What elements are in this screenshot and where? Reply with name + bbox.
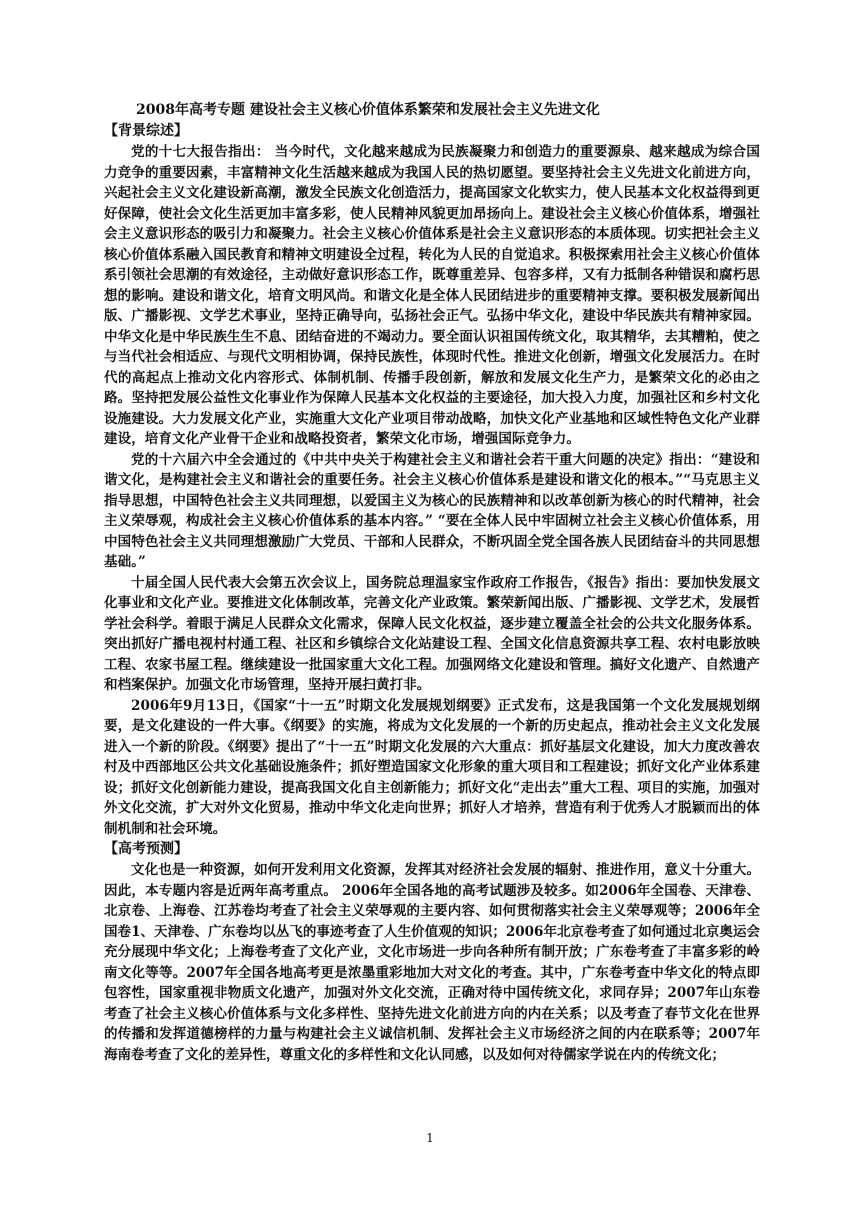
paragraph-background-3: 十届全国人民代表大会第五次会议上，国务院总理温家宝作政府工作报告，《报告》指出：要加快发展文化事业和文化产业。要推进文化体制改革，完善文化产业政策。繁荣新闻出版、广播影视、文学艺术，发展哲学社会科学。着眼于满足人民群众文化需求，保障人民文化权益，逐步建立覆盖全社会的公共文化服务体系。突出抓好广播电视村村通工程、社区和乡镇综合文化站建设工程、全国文化信息资源共享工程、农村电影放映工程、农家书屋工程。继续建设一批国家重大文化工程。加强网络文化建设和管理。搞好文化遗产、自然遗产和档案保护。加强文化市场管理，坚持开展扫黄打非。 xyxy=(104,574,760,693)
page-number: 1 xyxy=(426,1131,434,1145)
paragraph-prediction-1: 文化也是一种资源，如何开发利用文化资源，发挥其对经济社会发展的辐射、推进作用，意义十分重大。因此，本专题内容是近两年高考重点。 2006年全国各地的高考试题涉及较多。如2006年全国卷、天津卷、北京卷、上海卷、江苏卷均考查了社会主义荣辱观的主要内容、如何贯彻落实社会主义荣辱观等；2006年全国卷1、天津卷、广东卷均以丛飞的事迹考查了人生价值观的知识；2006年北京卷考查了如何通过北京奥运会充分展现中华文化；上海卷考查了文化产业，文化市场进一步向各种所有制开放；广东卷考查了丰富多彩的岭南文化等等。2007年全国各地高考更是浓墨重彩地加大对文化的考查。其中，广东卷考查中华文化的特点即包容性，国家重视非物质文化遗产，加强对外文化交流，正确对待中国传统文化，求同存异；2007年山东卷考查了社会主义核心价值体系与文化多样性、坚持先进文化前进方向的内在关系；以及考查了春节文化在世界的传播和发挥道德榜样的力量与构建社会主义诚信机制、发挥社会主义市场经济之间的内在联系等；2007年海南卷考查了文化的差异性，尊重文化的多样性和文化认同感，以及如何对待儒家学说在内的传统文化； xyxy=(104,862,760,1063)
document-title: 2008年高考专题 建设社会主义核心价值体系繁荣和发展社会主义先进文化 xyxy=(136,102,600,118)
paragraph-background-4: 2006年9月13日，《国家“十一五”时期文化发展规划纲要》正式发布，这是我国第一个文化发展规划纲要，是文化建设的一件大事。《纲要》的实施，将成为文化发展的一个新的历史起点，推动社会主义文化发展进入一个新的阶段。《纲要》提出了“十一五”时期文化发展的六大重点：抓好基层文化建设，加大力度改善农村及中西部地区公共文化基础设施条件；抓好塑造国家文化形象的重大项目和工程建设；抓好文化产业体系建设；抓好文化创新能力建设，提高我国文化自主创新能力；抓好文化“走出去”重大工程、项目的实施，加强对外文化交流，扩大对外文化贸易，推动中华文化走向世界；抓好人才培养，营造有利于优秀人才脱颖而出的体制机制和社会环境。 xyxy=(104,697,760,837)
document-page xyxy=(104,100,760,1065)
section-heading-prediction: 【高考预测】 xyxy=(104,841,188,857)
section-heading-background: 【背景综述】 xyxy=(104,123,188,139)
paragraph-background-1: 党的十七大报告指出： 当今时代，文化越来越成为民族凝聚力和创造力的重要源泉、越来越成为综合国力竞争的重要因素，丰富精神文化生活越来越成为我国人民的热切愿望。要坚持社会主义先进文化前进方向，兴起社会主义文化建设新高潮，激发全民族文化创造活力，提高国家文化软实力，使人民基本文化权益得到更好保障，使社会文化生活更加丰富多彩，使人民精神风貌更加昂扬向上。建设社会主义核心价值体系，增强社会主义意识形态的吸引力和凝聚力。社会主义核心价值体系是社会主义意识形态的本质体现。切实把社会主义核心价值体系融入国民教育和精神文明建设全过程，转化为人民的自觉追求。积极探索用社会主义核心价值体系引领社会思潮的有效途径，主动做好意识形态工作，既尊重差异、包容多样，又有力抵制各种错误和腐朽思想的影响。建设和谐文化，培育文明风尚。和谐文化是全体人民团结进步的重要精神支撑。要积极发展新闻出版、广播影视、文学艺术事业，坚持正确导向，弘扬社会正气。弘扬中华文化，建设中华民族共有精神家园。中华文化是中华民族生生不息、团结奋进的不竭动力。要全面认识祖国传统文化，取其精华，去其糟粕，使之与当代社会相适应、与现代文明相协调，保持民族性，体现时代性。推进文化创新，增强文化发展活力。在时代的高起点上推动文化内容形式、体制机制、传播手段创新，解放和发展文化生产力，是繁荣文化的必由之路。坚持把发展公益性文化事业作为保障人民基本文化权益的主要途径，加大投入力度，加强社区和乡村文化设施建设。大力发展文化产业，实施重大文化产业项目带动战略，加快文化产业基地和区域性特色文化产业群建设，培育文化产业骨干企业和战略投资者，繁荣文化市场，增强国际竞争力。 xyxy=(104,144,760,447)
paragraph-background-2: 党的十六届六中全会通过的《中共中央关于构建社会主义和谐社会若干重大问题的决定》指出：“建设和谐文化，是构建社会主义和谐社会的重要任务。社会主义核心价值体系是建设和谐文化的根本。”“马克思主义指导思想，中国特色社会主义共同理想，以爱国主义为核心的民族精神和以改革创新为核心的时代精神，社会主义荣辱观，构成社会主义核心价值体系的基本内容。” “要在全体人民中牢固树立社会主义核心价值体系，用中国特色社会主义共同理想激励广大党员、干部和人民群众，不断巩固全党全国各族人民团结奋斗的共同思想基础。” xyxy=(104,451,760,570)
